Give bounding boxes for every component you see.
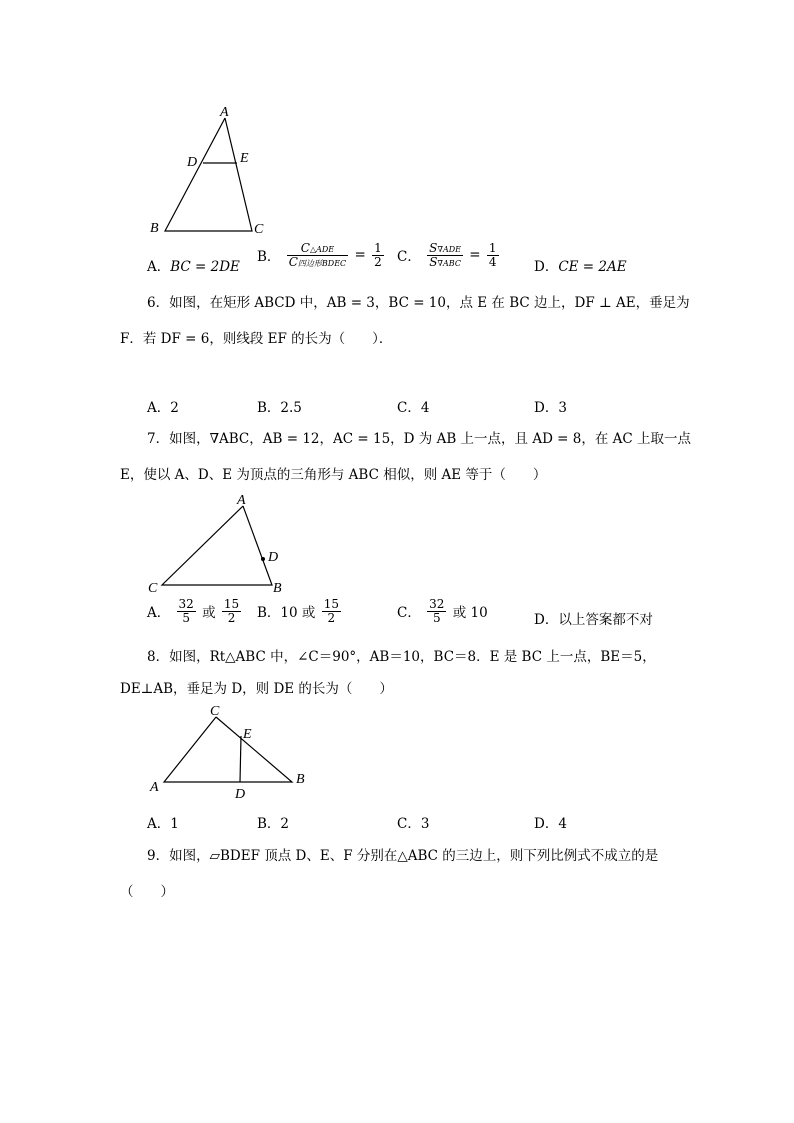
q7-option-b: B．10 或 $\frac{15}{2}$ bbox=[257, 597, 339, 625]
q7-line1: 7．如图，∇ABC，AB = 12，AC = 15，D 为 AB 上一点，且 AD = 8，在 AC 上取一点 bbox=[147, 431, 692, 447]
figure-q7-triangle bbox=[140, 488, 300, 603]
q5-option-d: D．CE = 2AE bbox=[534, 259, 627, 275]
figure-q8-triangle bbox=[140, 700, 320, 805]
label-d: D bbox=[187, 155, 198, 170]
triangle-abc bbox=[162, 506, 272, 585]
q6-option-c: C．4 bbox=[397, 400, 430, 416]
label-a: A bbox=[150, 780, 159, 795]
label-c: C bbox=[254, 222, 264, 237]
figure-q5-triangle bbox=[140, 100, 280, 240]
label-c: C bbox=[210, 704, 220, 719]
q8-option-c: C．3 bbox=[397, 816, 430, 832]
label-d: D bbox=[268, 550, 279, 565]
label-e: E bbox=[240, 151, 249, 166]
q7-option-d: D．以上答案都不对 bbox=[534, 612, 653, 628]
label-d: D bbox=[235, 787, 246, 802]
q8-line1: 8．如图，Rt△ABC 中，∠C＝90°，AB＝10，BC＝8．E 是 BC 上一点，BE＝5， bbox=[147, 649, 656, 665]
label-b: B bbox=[273, 581, 282, 596]
triangle-abc bbox=[165, 118, 252, 231]
q6-option-a: A．2 bbox=[147, 400, 179, 416]
q8-option-d: D．4 bbox=[534, 816, 567, 832]
label-b: B bbox=[150, 221, 159, 236]
q8-option-a: A．1 bbox=[147, 816, 179, 832]
q6-option-d: D．3 bbox=[534, 400, 567, 416]
triangle-abc bbox=[164, 717, 292, 782]
label-a: A bbox=[237, 493, 246, 508]
q9-line2: （ ） bbox=[120, 884, 174, 900]
q7-line2: E，使以 A、D、E 为顶点的三角形与 ABC 相似，则 AE 等于（ ） bbox=[120, 467, 547, 483]
segment-de bbox=[240, 736, 241, 782]
q6-option-b: B．2.5 bbox=[257, 400, 302, 416]
label-e: E bbox=[243, 727, 252, 742]
label-c: C bbox=[148, 581, 158, 596]
q6-line2: F．若 DF = 6，则线段 EF 的长为（ ）． bbox=[120, 331, 393, 347]
q5-option-c: C． $\frac{\text{S∇ADE}}{\text{S∇ABC}}$ = $\frac{1}{4}$ bbox=[397, 241, 497, 269]
q7-option-c: C． $\frac{32}{5}$ 或 10 bbox=[397, 597, 488, 625]
q9-line1: 9．如图，▱BDEF 顶点 D、E、F 分别在△ABC 的三边上，则下列比例式不成立的是 bbox=[147, 848, 659, 864]
label-a: A bbox=[220, 105, 229, 120]
q7-option-a: A． $\frac{32}{5}$ 或 $\frac{15}{2}$ bbox=[147, 597, 240, 625]
q6-line1: 6．如图，在矩形 ABCD 中，AB = 3，BC = 10，点 E 在 BC 边上，DF ⊥ AE，垂足为 bbox=[147, 295, 690, 311]
q8-line2: DE⊥AB，垂足为 D，则 DE 的长为（ ） bbox=[120, 681, 393, 697]
label-b: B bbox=[296, 772, 305, 787]
q5-option-b: B． $\frac{\text{C△ADE}}{\text{C四边形BDEC}}$ = $\frac{1}{2}$ bbox=[257, 241, 382, 269]
q8-option-b: B．2 bbox=[257, 816, 290, 832]
q5-option-a: A．BC = 2DE bbox=[147, 259, 240, 275]
point-d bbox=[261, 557, 265, 561]
